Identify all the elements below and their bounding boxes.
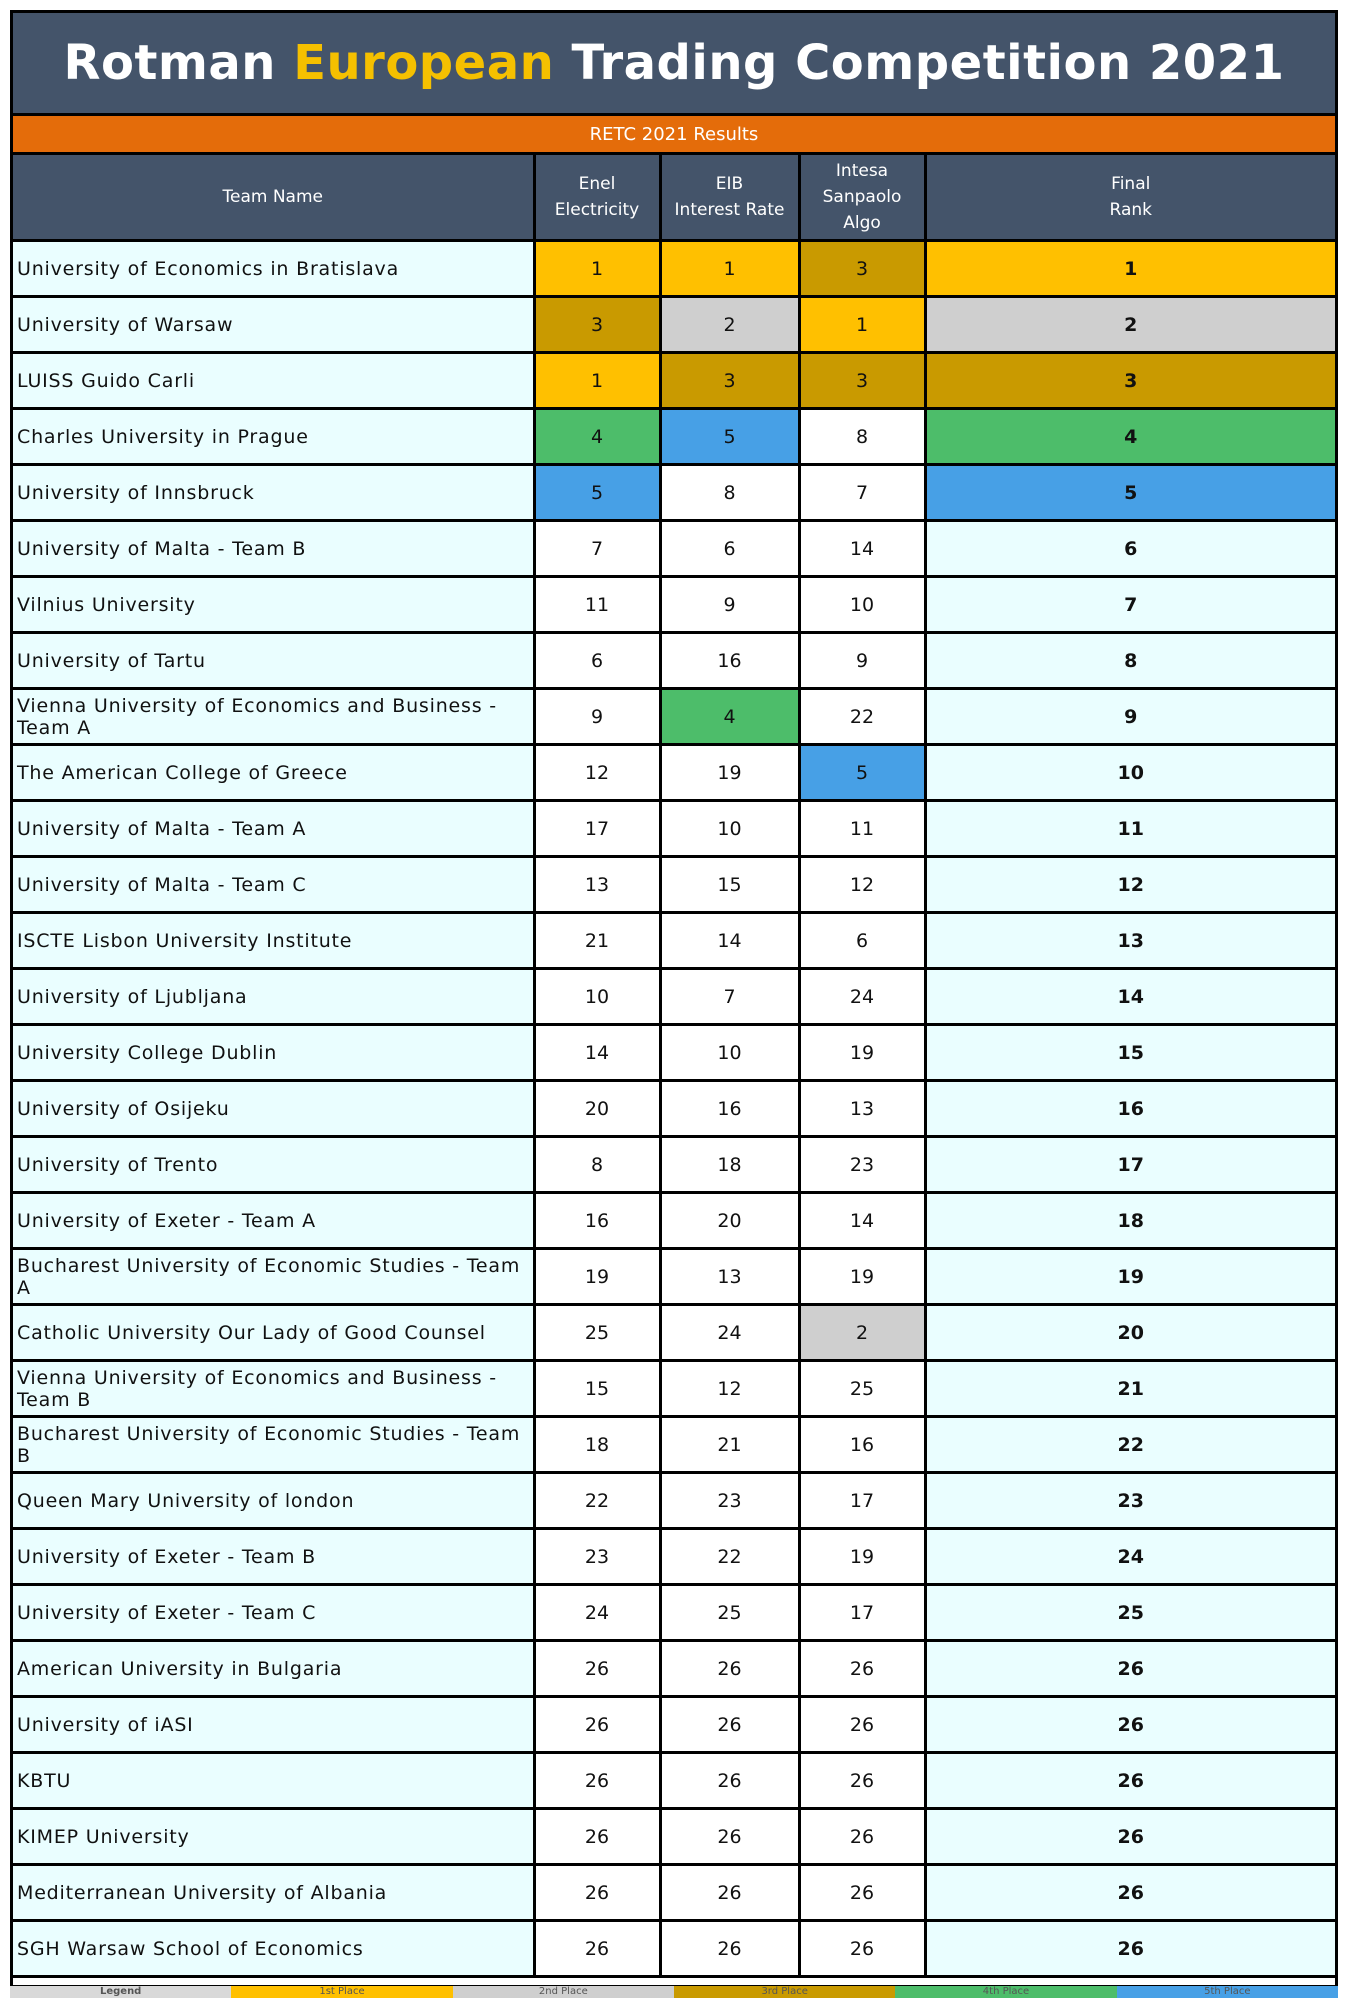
team-name-cell: University of Exeter - Team A [13,1193,534,1249]
table-row [13,1473,1335,1529]
legend-label: Legend [10,1986,231,1998]
enel-cell: 8 [534,1137,660,1193]
final-rank-cell: 2 [925,297,1335,353]
table-row [13,409,1335,465]
team-name-cell: ISCTE Lisbon University Institute [13,913,534,969]
team-name-cell: University of iASI [13,1697,534,1753]
results-subtitle: RETC 2021 Results [13,116,1335,155]
title-part-2: Trading Competition 2021 [554,35,1285,91]
eib-cell: 6 [660,521,799,577]
eib-cell: 13 [660,1249,799,1305]
legend-third-place: 3rd Place [674,1986,895,1998]
team-name-cell: University of Trento [13,1137,534,1193]
enel-cell: 3 [534,297,660,353]
eib-cell: 19 [660,745,799,801]
intesa-cell: 26 [799,1641,925,1697]
intesa-cell: 17 [799,1473,925,1529]
final-rank-cell: 6 [925,521,1335,577]
eib-cell: 26 [660,1753,799,1809]
table-row [13,1641,1335,1697]
eib-cell: 15 [660,857,799,913]
final-rank-cell: 26 [925,1641,1335,1697]
enel-cell: 12 [534,745,660,801]
eib-cell: 25 [660,1585,799,1641]
table-row [13,353,1335,409]
intesa-cell: 10 [799,577,925,633]
eib-cell: 26 [660,1865,799,1921]
eib-cell: 26 [660,1921,799,1977]
team-name-cell: University of Warsaw [13,297,534,353]
enel-cell: 21 [534,913,660,969]
intesa-cell: 5 [799,745,925,801]
table-row [13,1081,1335,1137]
intesa-cell: 8 [799,409,925,465]
final-rank-cell: 21 [925,1361,1335,1417]
header-team-name: Team Name [13,155,534,241]
header-eib-interest-rate: EIB Interest Rate [660,155,799,241]
table-row [13,521,1335,577]
enel-cell: 20 [534,1081,660,1137]
final-rank-cell: 1 [925,241,1335,297]
table-row [13,1417,1335,1473]
enel-cell: 18 [534,1417,660,1473]
enel-cell: 26 [534,1865,660,1921]
table-row [13,241,1335,297]
team-name-cell: Charles University in Prague [13,409,534,465]
table-row [13,1025,1335,1081]
eib-cell: 9 [660,577,799,633]
intesa-cell: 9 [799,633,925,689]
final-rank-cell: 26 [925,1921,1335,1977]
results-body [13,241,1335,1977]
intesa-cell: 25 [799,1361,925,1417]
team-name-cell: University of Malta - Team B [13,521,534,577]
final-rank-cell: 26 [925,1697,1335,1753]
eib-cell: 14 [660,913,799,969]
table-row [13,465,1335,521]
team-name-cell: University of Innsbruck [13,465,534,521]
final-rank-cell: 4 [925,409,1335,465]
intesa-cell: 12 [799,857,925,913]
team-name-cell: University of Economics in Bratislava [13,241,534,297]
final-rank-cell: 24 [925,1529,1335,1585]
intesa-cell: 14 [799,521,925,577]
team-name-cell: Mediterranean University of Albania [13,1865,534,1921]
table-row [13,1193,1335,1249]
final-rank-cell: 16 [925,1081,1335,1137]
final-rank-cell: 3 [925,353,1335,409]
final-rank-cell: 11 [925,801,1335,857]
eib-cell: 7 [660,969,799,1025]
team-name-cell: University of Exeter - Team C [13,1585,534,1641]
page-title [13,13,1335,116]
enel-cell: 26 [534,1809,660,1865]
intesa-cell: 3 [799,241,925,297]
enel-cell: 5 [534,465,660,521]
enel-cell: 10 [534,969,660,1025]
enel-cell: 19 [534,1249,660,1305]
final-rank-cell: 23 [925,1473,1335,1529]
table-row [13,297,1335,353]
team-name-cell: American University in Bulgaria [13,1641,534,1697]
enel-cell: 13 [534,857,660,913]
intesa-cell: 19 [799,1025,925,1081]
table-row [13,689,1335,745]
final-rank-cell: 26 [925,1753,1335,1809]
team-name-cell: Catholic University Our Lady of Good Counsel [13,1305,534,1361]
eib-cell: 2 [660,297,799,353]
legend [10,1986,1338,1998]
intesa-cell: 24 [799,969,925,1025]
eib-cell: 10 [660,801,799,857]
final-rank-cell: 25 [925,1585,1335,1641]
final-rank-cell: 15 [925,1025,1335,1081]
intesa-cell: 19 [799,1249,925,1305]
eib-cell: 16 [660,633,799,689]
team-name-cell: University of Malta - Team A [13,801,534,857]
final-rank-cell: 17 [925,1137,1335,1193]
intesa-cell: 6 [799,913,925,969]
enel-cell: 26 [534,1921,660,1977]
enel-cell: 23 [534,1529,660,1585]
results-table [13,155,1335,1978]
team-name-cell: University of Exeter - Team B [13,1529,534,1585]
final-rank-cell: 19 [925,1249,1335,1305]
eib-cell: 8 [660,465,799,521]
enel-cell: 6 [534,633,660,689]
team-name-cell: The American College of Greece [13,745,534,801]
intesa-cell: 1 [799,297,925,353]
enel-cell: 1 [534,353,660,409]
table-row [13,1305,1335,1361]
eib-cell: 26 [660,1809,799,1865]
final-rank-cell: 22 [925,1417,1335,1473]
table-row [13,801,1335,857]
table-row [13,1529,1335,1585]
table-row [13,1137,1335,1193]
intesa-cell: 23 [799,1137,925,1193]
intesa-cell: 11 [799,801,925,857]
intesa-cell: 7 [799,465,925,521]
team-name-cell: Bucharest University of Economic Studies - Team A [13,1249,534,1305]
team-name-cell: University of Malta - Team C [13,857,534,913]
table-row [13,1753,1335,1809]
table-row [13,633,1335,689]
intesa-cell: 22 [799,689,925,745]
header-final-rank: Final Rank [925,155,1335,241]
enel-cell: 15 [534,1361,660,1417]
table-row [13,1865,1335,1921]
team-name-cell: University of Osijeku [13,1081,534,1137]
legend-fourth-place: 4th Place [895,1986,1116,1998]
title-highlight: European [293,35,555,91]
intesa-cell: 3 [799,353,925,409]
eib-cell: 5 [660,409,799,465]
final-rank-cell: 18 [925,1193,1335,1249]
intesa-cell: 14 [799,1193,925,1249]
eib-cell: 23 [660,1473,799,1529]
intesa-cell: 26 [799,1697,925,1753]
eib-cell: 24 [660,1305,799,1361]
team-name-cell: SGH Warsaw School of Economics [13,1921,534,1977]
table-row [13,857,1335,913]
eib-cell: 10 [660,1025,799,1081]
enel-cell: 14 [534,1025,660,1081]
enel-cell: 24 [534,1585,660,1641]
enel-cell: 16 [534,1193,660,1249]
final-rank-cell: 13 [925,913,1335,969]
team-name-cell: Vienna University of Economics and Business - Team B [13,1361,534,1417]
team-name-cell: LUISS Guido Carli [13,353,534,409]
final-rank-cell: 26 [925,1865,1335,1921]
eib-cell: 4 [660,689,799,745]
team-name-cell: Bucharest University of Economic Studies - Team B [13,1417,534,1473]
enel-cell: 26 [534,1641,660,1697]
eib-cell: 1 [660,241,799,297]
table-row [13,969,1335,1025]
eib-cell: 26 [660,1697,799,1753]
final-rank-cell: 14 [925,969,1335,1025]
team-name-cell: KBTU [13,1753,534,1809]
intesa-cell: 26 [799,1753,925,1809]
intesa-cell: 17 [799,1585,925,1641]
team-name-cell: Vienna University of Economics and Business - Team A [13,689,534,745]
enel-cell: 26 [534,1753,660,1809]
eib-cell: 18 [660,1137,799,1193]
final-rank-cell: 12 [925,857,1335,913]
table-row [13,913,1335,969]
table-row [13,1361,1335,1417]
enel-cell: 17 [534,801,660,857]
team-name-cell: University of Tartu [13,633,534,689]
table-row [13,1697,1335,1753]
eib-cell: 21 [660,1417,799,1473]
eib-cell: 26 [660,1641,799,1697]
final-rank-cell: 7 [925,577,1335,633]
intesa-cell: 26 [799,1921,925,1977]
intesa-cell: 13 [799,1081,925,1137]
enel-cell: 22 [534,1473,660,1529]
final-rank-cell: 5 [925,465,1335,521]
team-name-cell: Vilnius University [13,577,534,633]
enel-cell: 1 [534,241,660,297]
enel-cell: 25 [534,1305,660,1361]
intesa-cell: 19 [799,1529,925,1585]
final-rank-cell: 26 [925,1809,1335,1865]
legend-first-place: 1st Place [231,1986,452,1998]
team-name-cell: Queen Mary University of london [13,1473,534,1529]
table-row [13,1921,1335,1977]
table-header-row [13,155,1335,241]
results-sheet [10,10,1338,1988]
eib-cell: 20 [660,1193,799,1249]
eib-cell: 22 [660,1529,799,1585]
enel-cell: 11 [534,577,660,633]
legend-second-place: 2nd Place [453,1986,674,1998]
table-row [13,1249,1335,1305]
title-part-1: Rotman [63,35,294,91]
final-rank-cell: 10 [925,745,1335,801]
enel-cell: 26 [534,1697,660,1753]
team-name-cell: University of Ljubljana [13,969,534,1025]
team-name-cell: KIMEP University [13,1809,534,1865]
header-enel-electricity: Enel Electricity [534,155,660,241]
intesa-cell: 16 [799,1417,925,1473]
header-intesa-sanpaolo-algo: Intesa Sanpaolo Algo [799,155,925,241]
table-row [13,1585,1335,1641]
final-rank-cell: 8 [925,633,1335,689]
table-row [13,745,1335,801]
eib-cell: 16 [660,1081,799,1137]
table-row [13,1809,1335,1865]
final-rank-cell: 9 [925,689,1335,745]
final-rank-cell: 20 [925,1305,1335,1361]
intesa-cell: 2 [799,1305,925,1361]
intesa-cell: 26 [799,1809,925,1865]
eib-cell: 12 [660,1361,799,1417]
intesa-cell: 26 [799,1865,925,1921]
enel-cell: 4 [534,409,660,465]
legend-fifth-place: 5th Place [1117,1986,1338,1998]
team-name-cell: University College Dublin [13,1025,534,1081]
enel-cell: 9 [534,689,660,745]
eib-cell: 3 [660,353,799,409]
table-row [13,577,1335,633]
enel-cell: 7 [534,521,660,577]
